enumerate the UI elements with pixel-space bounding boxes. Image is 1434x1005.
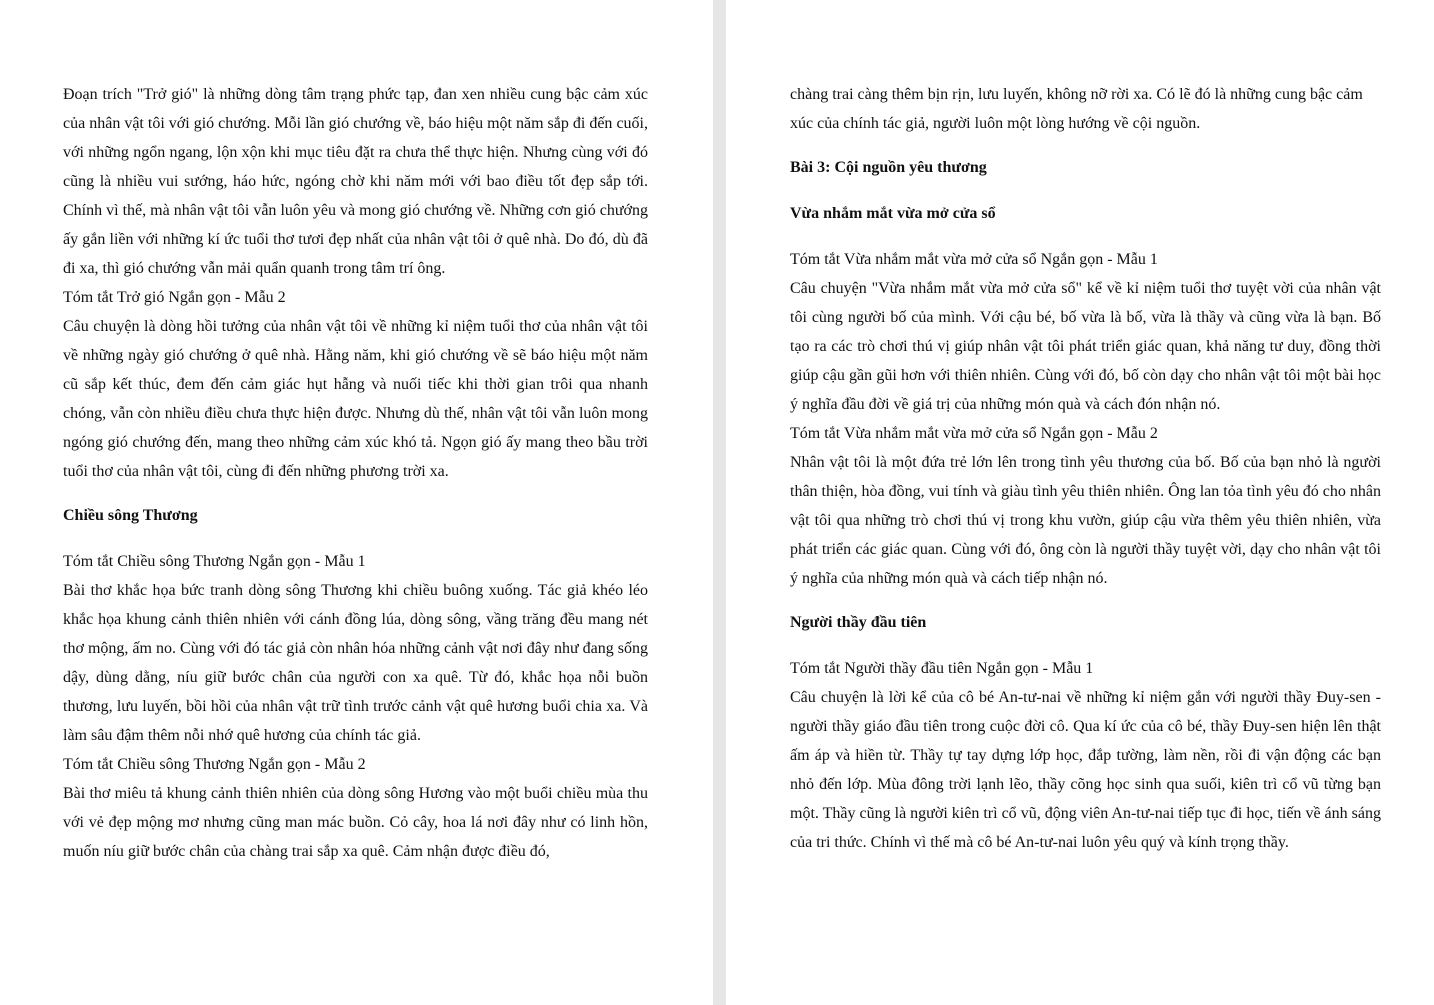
section-heading: Người thầy đầu tiên bbox=[790, 614, 927, 631]
summary-subtitle: Tóm tắt Chiều sông Thương Ngắn gọn - Mẫu 1 bbox=[63, 553, 366, 570]
paragraph: chàng trai càng thêm bịn rịn, lưu luyến, không nỡ rời xa. Có lẽ đó là những cung bậc cảm xúc của chính tác giả, người luôn một lòng hướng về cội nguồn. bbox=[790, 86, 1363, 132]
paragraph: Bài thơ khắc họa bức tranh dòng sông Thương khi chiều buông xuống. Tác giả khéo léo khắc họa khung cảnh thiên nhiên với cánh đồng lúa, dòng sông, vầng trăng đều mang nét thơ mộng, ấm no. Cùng với đó tác giả còn nhân hóa những cảnh vật nơi đây như đang sống dậy, dùng dằng, níu giữ bước chân của người con xa quê. Từ đó, khắc họa nỗi buồn thương, lưu luyến, bồi hồi của nhân vật trữ tình trước cảnh vật quê hương buổi chia xa. Và làm sâu đậm thêm nỗi nhớ quê hương của chính tác giả. bbox=[63, 582, 648, 744]
section-heading: Chiều sông Thương bbox=[63, 507, 198, 524]
paragraph: Câu chuyện là dòng hồi tưởng của nhân vật tôi về những kỉ niệm tuổi thơ của nhân vật tôi về những ngày gió chướng ở quê nhà. Hằng năm, khi gió chướng về sẽ báo hiệu một năm cũ sắp kết thúc, đem đến cảm giác hụt hẫng và nuối tiếc khi thời gian trôi qua nhanh chóng, vẫn còn nhiều điều chưa thực hiện được. Nhưng dù thế, nhân vật tôi vẫn luôn mong ngóng gió chướng đến, mang theo những cảm xúc khó tả. Ngọn gió ấy mang theo bầu trời tuổi thơ của nhân vật tôi, cùng đi đến những phương trời xa. bbox=[63, 318, 648, 480]
paragraph: Đoạn trích "Trở gió" là những dòng tâm trạng phức tạp, đan xen nhiều cung bậc cảm xúc của nhân vật tôi với gió chướng. Mỗi lần gió chướng về, báo hiệu một năm sắp đi đến cuối, với những ngổn ngang, lộn xộn khi mục tiêu đặt ra chưa thể thực hiện. Nhưng cùng với đó cũng là nhiều vui sướng, háo hức, ngóng chờ khi năm mới với bao điều tốt đẹp sắp tới. Chính vì thế, mà nhân vật tôi vẫn luôn yêu và mong gió chướng về. Những cơn gió chướng ấy gắn liền với những kí ức tuổi thơ tươi đẹp nhất của nhân vật tôi ở quê nhà. Do đó, dù đã đi xa, thì gió chướng vẫn mải quẩn quanh trong tâm trí ông. bbox=[63, 86, 648, 277]
paragraph: Nhân vật tôi là một đứa trẻ lớn lên trong tình yêu thương của bố. Bố của bạn nhỏ là người thân thiện, hòa đồng, vui tính và giàu tình yêu thiên nhiên. Ông lan tỏa tình yêu đó cho nhân vật tôi qua những trò chơi thú vị trong khu vườn, giúp cậu vừa thêm yêu thiên nhiên, vừa phát triển các giác quan. Cùng với đó, ông còn là người thầy tuyệt vời, dạy cho nhân vật tôi ý nghĩa của những món quà và cách tiếp nhận nó. bbox=[790, 454, 1381, 587]
summary-subtitle: Tóm tắt Chiều sông Thương Ngắn gọn - Mẫu 2 bbox=[63, 756, 366, 773]
lesson-heading: Bài 3: Cội nguồn yêu thương bbox=[790, 159, 987, 176]
paragraph: Câu chuyện "Vừa nhắm mắt vừa mở cửa sổ" kể về kỉ niệm tuổi thơ tuyệt vời của nhân vật tôi cùng người bố của mình. Với cậu bé, bố vừa là bố, vừa là thầy và cũng vừa là bạn. Bố tạo ra các trò chơi thú vị giúp nhân vật tôi phát triển giác quan, khả năng tư duy, đồng thời giúp cậu gần gũi hơn với thiên nhiên. Cùng với đó, bố còn dạy cho nhân vật tôi một bài học ý nghĩa đầu đời về giá trị của những món quà và cách đón nhận nó. bbox=[790, 280, 1381, 413]
summary-subtitle: Tóm tắt Trở gió Ngắn gọn - Mẫu 2 bbox=[63, 289, 286, 306]
paragraph: Bài thơ miêu tả khung cảnh thiên nhiên của dòng sông Hương vào một buổi chiều mùa thu với vẻ đẹp mộng mơ nhưng cũng man mác buồn. Cỏ cây, hoa lá nơi đây như có linh hồn, muốn níu giữ bước chân của chàng trai sắp xa quê. Cảm nhận được điều đó, bbox=[63, 785, 648, 860]
section-heading: Vừa nhắm mắt vừa mở cửa sổ bbox=[790, 205, 996, 222]
summary-subtitle: Tóm tắt Vừa nhắm mắt vừa mở cửa sổ Ngắn gọn - Mẫu 2 bbox=[790, 425, 1158, 442]
document-page-left bbox=[0, 0, 713, 1005]
document-page-right bbox=[726, 0, 1434, 1005]
summary-subtitle: Tóm tắt Người thầy đầu tiên Ngắn gọn - Mẫu 1 bbox=[790, 660, 1094, 677]
paragraph: Câu chuyện là lời kể của cô bé An-tư-nai về những kỉ niệm gắn với người thầy Đuy-sen - người thầy giáo đầu tiên trong cuộc đời cô. Qua kí ức của cô bé, thầy Đuy-sen hiện lên thật ấm áp và hiền từ. Thầy tự tay dựng lớp học, đắp tường, làm nền, rồi đi vận động các bạn nhỏ đến lớp. Mùa đông trời lạnh lẽo, thầy cõng học sinh qua suối, kiên trì cổ vũ từng bạn một. Thầy cũng là người kiên trì cổ vũ, động viên An-tư-nai tiếp tục đi học, tiến về ánh sáng của tri thức. Chính vì thế mà cô bé An-tư-nai luôn yêu quý và kính trọng thầy. bbox=[790, 689, 1381, 851]
summary-subtitle: Tóm tắt Vừa nhắm mắt vừa mở cửa sổ Ngắn gọn - Mẫu 1 bbox=[790, 251, 1158, 268]
